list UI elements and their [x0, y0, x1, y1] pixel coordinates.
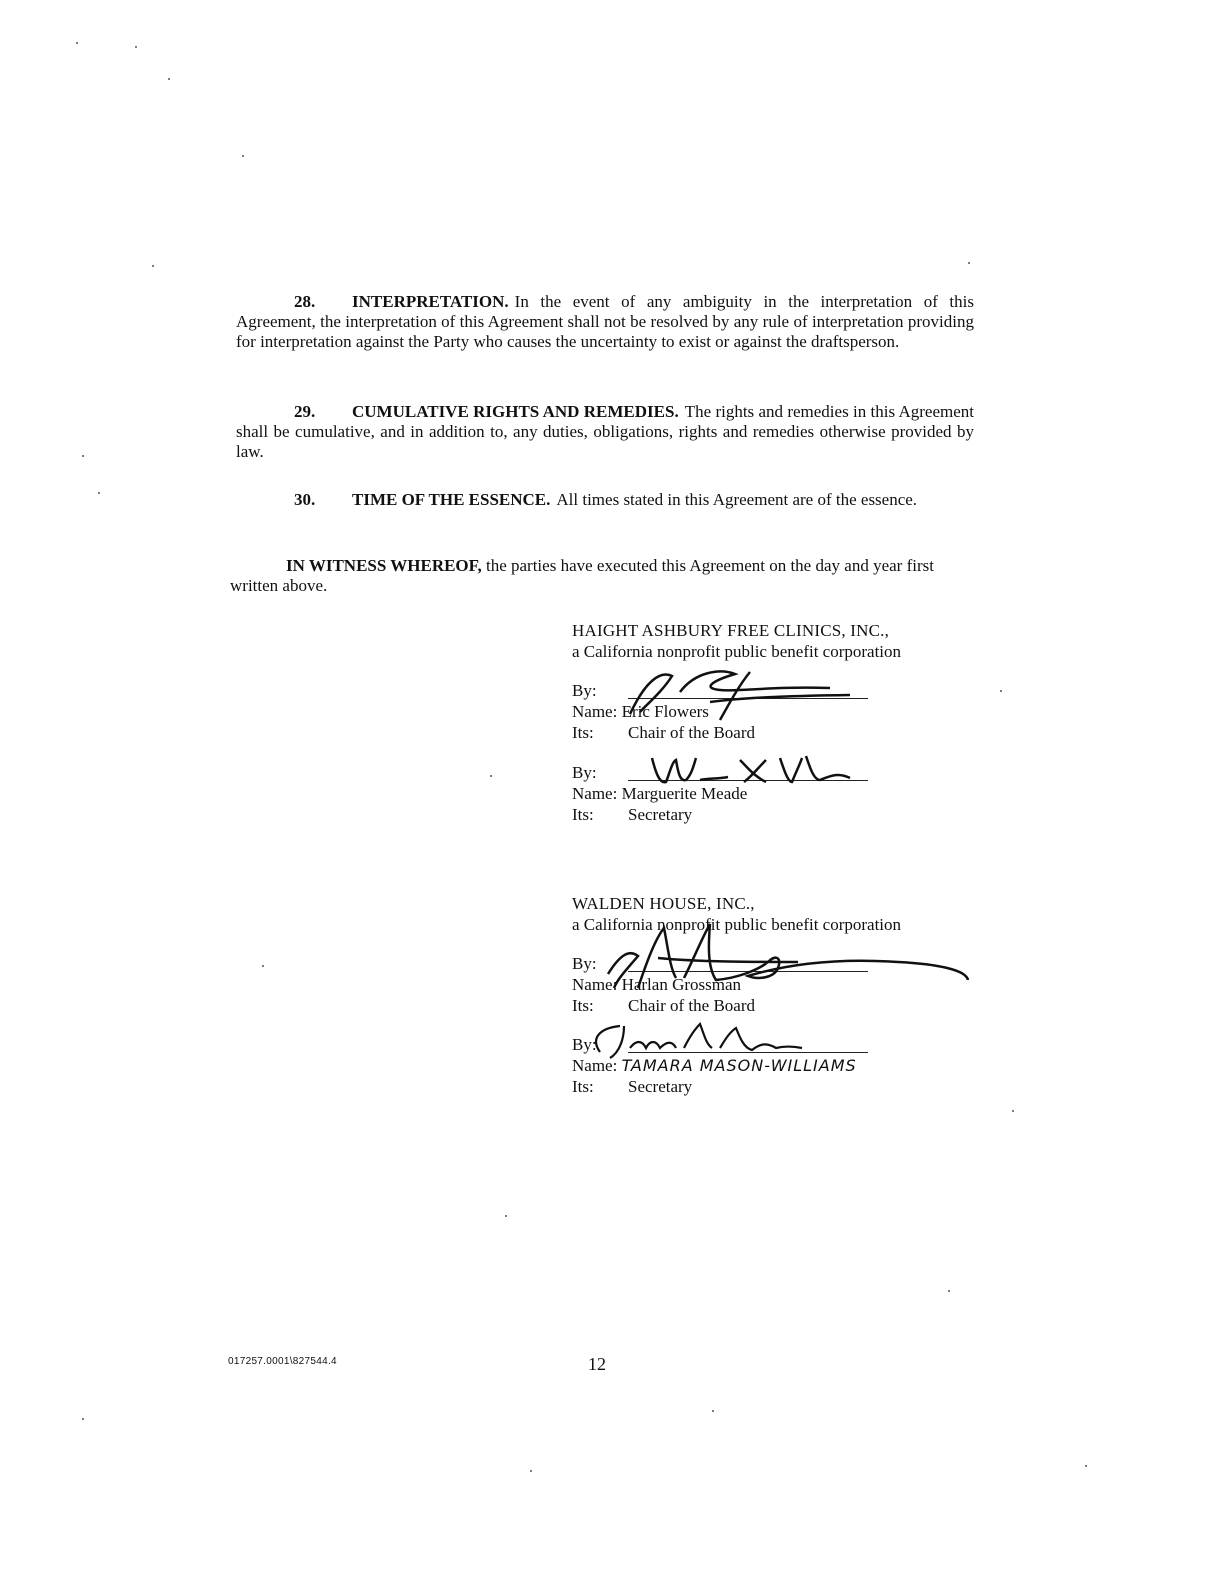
witness-clause — [230, 556, 970, 596]
name-row — [572, 1055, 972, 1076]
organization-description: a California nonprofit public benefit corporation — [572, 642, 902, 661]
name-label: Name: — [572, 1056, 618, 1075]
by-label: By: — [572, 681, 597, 700]
scan-speck — [712, 1410, 714, 1412]
by-label: By: — [572, 954, 597, 973]
by-row — [572, 762, 972, 783]
signature-line — [628, 971, 868, 972]
section-heading: INTERPRETATION. — [352, 292, 509, 311]
signer-title: Chair of the Board — [628, 996, 755, 1015]
signer-name-handwritten: TAMARA MASON-WILLIAMS — [621, 1056, 857, 1075]
scan-speck — [82, 1418, 84, 1420]
section-number: 29. — [294, 402, 316, 421]
its-row — [572, 995, 972, 1016]
organization-name: WALDEN HOUSE, INC., — [572, 894, 755, 913]
scan-speck — [82, 455, 84, 457]
section-29 — [236, 402, 974, 462]
section-heading: TIME OF THE ESSENCE. — [352, 490, 551, 509]
document-id: 017257.0001\827544.4 — [228, 1356, 337, 1367]
signature-line — [628, 1052, 868, 1053]
witness-text: the parties have executed this Agreement on the day and year first written above. — [230, 556, 934, 595]
page-number: 12 — [588, 1354, 606, 1374]
scan-speck — [530, 1470, 532, 1472]
its-row — [572, 804, 972, 825]
scan-speck — [98, 492, 100, 494]
by-row — [572, 680, 972, 701]
signature-block-haight-ashbury — [572, 620, 972, 825]
scan-speck — [1012, 1110, 1014, 1112]
by-row — [572, 1034, 972, 1055]
signature-line — [628, 780, 868, 781]
section-text: All times stated in this Agreement are of the essence. — [556, 490, 918, 509]
signer-title: Secretary — [628, 805, 693, 824]
scan-speck — [968, 262, 970, 264]
scan-speck — [505, 1215, 507, 1217]
scan-speck — [1085, 1465, 1087, 1467]
name-label: Name: — [572, 702, 618, 721]
section-30 — [236, 490, 974, 510]
name-label: Name: — [572, 784, 618, 803]
scan-speck — [948, 1290, 950, 1292]
scan-speck — [262, 965, 264, 967]
scan-speck — [242, 155, 244, 157]
section-heading: CUMULATIVE RIGHTS AND REMEDIES. — [352, 402, 679, 421]
scan-speck — [168, 78, 170, 80]
scan-speck — [76, 42, 78, 44]
its-label: Its: — [572, 1077, 594, 1096]
organization-name: HAIGHT ASHBURY FREE CLINICS, INC., — [572, 621, 890, 640]
its-row — [572, 722, 972, 743]
witness-lead: IN WITNESS WHEREOF, — [286, 556, 482, 575]
its-row — [572, 1076, 972, 1097]
section-text: In the event of any ambiguity in the interpretation of this Agreement, the interpretation of this Agreement shall not be resolved by any rule of interpretation providing for interpretation against the Party who causes the uncertainty to exist or against the draftsperson. — [236, 292, 974, 351]
name-row — [572, 783, 972, 804]
by-label: By: — [572, 763, 597, 782]
section-number: 28. — [294, 292, 316, 311]
signer-name: Eric Flowers — [621, 702, 709, 721]
name-row — [572, 974, 972, 995]
organization-description: a California nonprofit public benefit corporation — [572, 915, 902, 934]
its-label: Its: — [572, 723, 594, 742]
section-number: 30. — [294, 490, 316, 509]
section-28 — [236, 292, 974, 352]
scan-speck — [135, 46, 137, 48]
signer-title: Secretary — [628, 1077, 693, 1096]
signer-title: Chair of the Board — [628, 723, 755, 742]
by-row — [572, 953, 972, 974]
its-label: Its: — [572, 996, 594, 1015]
section-text: The rights and remedies in this Agreement shall be cumulative, and in addition to, any duties, obligations, rights and remedies otherwise provided by law. — [236, 402, 974, 461]
scan-speck — [152, 265, 154, 267]
signature-line — [628, 698, 868, 699]
signer-name: Harlan Grossman — [621, 975, 742, 994]
signer-name: Marguerite Meade — [621, 784, 748, 803]
scan-speck — [1000, 690, 1002, 692]
scan-speck — [490, 775, 492, 777]
name-label: Name: — [572, 975, 618, 994]
by-label: By: — [572, 1035, 597, 1054]
name-row — [572, 701, 972, 722]
its-label: Its: — [572, 805, 594, 824]
signature-block-walden-house — [572, 893, 972, 1097]
